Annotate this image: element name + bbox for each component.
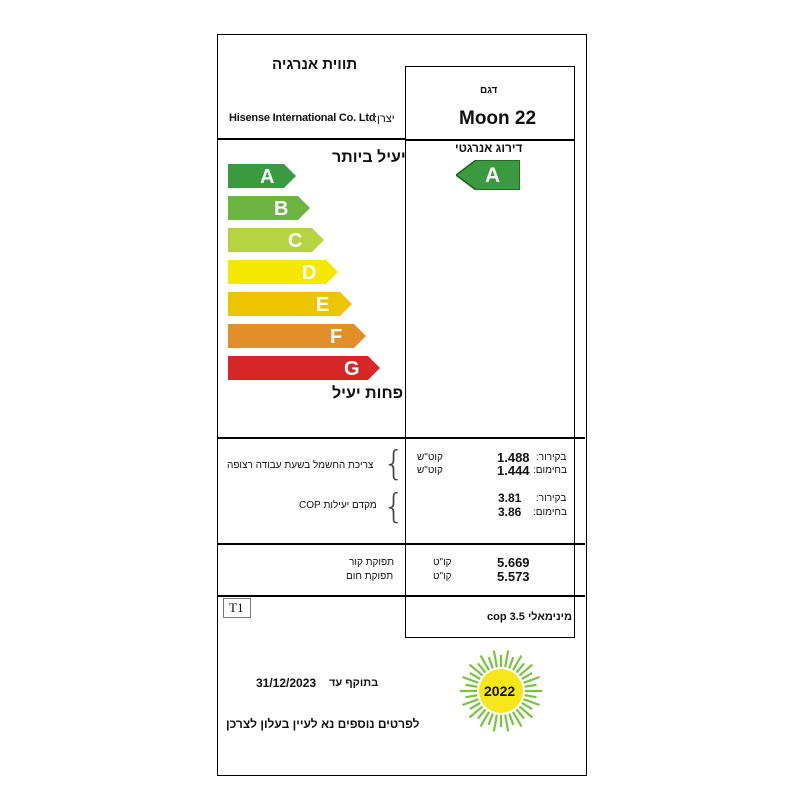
model-name: Moon 22 — [459, 108, 537, 129]
capacity-unit-cooling: קו"ט — [433, 557, 452, 568]
footer-note: לפרטים נוספים נא לעיין בעלון לצרכן — [226, 717, 420, 731]
consumption-unit-heating: קוט"ש — [417, 465, 443, 476]
label-title: תווית אנרגיה — [272, 56, 358, 73]
cop-label: מקדם יעילות COP — [299, 500, 377, 511]
minimum-cop: מינימאלי cop 3.5 — [487, 611, 572, 623]
cop-heating-value: 3.86 — [498, 505, 522, 519]
consumption-heating-value: 1.444 — [497, 463, 530, 478]
cop-brace: { — [383, 487, 405, 527]
consumption-heating-label: בחימום: — [533, 465, 567, 476]
capacity-cooling-label: תפוקת קור — [349, 557, 395, 568]
scale-arrow-e — [228, 292, 352, 316]
scale-arrow-shape — [228, 196, 310, 220]
divider-manufacturer — [218, 138, 406, 140]
manufacturer-label: יצרן: — [374, 113, 395, 125]
scale-arrow-d — [228, 260, 338, 284]
scale-arrow-letter: F — [330, 326, 343, 348]
consumption-brace: { — [383, 444, 405, 484]
consumption-cooling-value: 1.488 — [497, 450, 530, 465]
scale-arrow-c — [228, 228, 324, 252]
scale-arrow-shape — [228, 292, 352, 316]
scale-arrow-letter: E — [316, 294, 330, 316]
scale-arrow-shape — [228, 228, 324, 252]
year-badge-text: 2022 — [484, 683, 516, 699]
cop-heating-label: בחימום: — [533, 507, 567, 518]
t1-class-label: T1 — [229, 600, 244, 615]
rating-arrow-indicator — [456, 160, 520, 190]
year-sun-badge — [458, 648, 544, 734]
scale-arrow-a — [228, 164, 296, 188]
scale-arrow-letter: D — [302, 262, 317, 284]
energy-rating-label: דירוג אנרגטי — [455, 141, 523, 155]
manufacturer-name: Hisense International Co. Ltd — [229, 112, 376, 124]
valid-until-label: בתוקף עד — [329, 677, 379, 689]
cop-cooling-label: בקירור: — [536, 493, 567, 504]
capacity-heating-value: 5.573 — [497, 569, 530, 584]
scale-arrow-letter: C — [288, 230, 303, 252]
scale-arrow-f — [228, 324, 366, 348]
scale-arrow-letter: B — [274, 198, 289, 220]
model-label: דגם — [480, 85, 498, 96]
divider-capacity — [218, 543, 585, 545]
scale-arrow-g — [228, 356, 380, 380]
rating-arrow-letter: A — [485, 164, 501, 187]
scale-arrow-shape — [228, 324, 366, 348]
divider-consumption — [218, 437, 585, 439]
most-efficient-caption: יעיל ביותר — [332, 149, 406, 166]
divider-t1 — [218, 595, 585, 597]
scale-arrow-letter: G — [344, 358, 360, 380]
capacity-heating-label: תפוקת חום — [346, 571, 394, 582]
scale-arrow-b — [228, 196, 310, 220]
consumption-label: צריכת החשמל בשעת עבודה רצופה — [227, 460, 374, 471]
scale-arrow-letter: A — [260, 166, 275, 188]
least-efficient-caption: פחות יעיל — [332, 385, 404, 402]
valid-until-date: 31/12/2023 — [256, 676, 317, 690]
scale-arrow-shape — [228, 260, 338, 284]
consumption-unit-cooling: קוט"ש — [417, 452, 443, 463]
consumption-cooling-label: בקירור: — [536, 452, 567, 463]
capacity-unit-heating: קו"ט — [433, 571, 452, 582]
capacity-cooling-value: 5.669 — [497, 555, 530, 570]
cop-cooling-value: 3.81 — [498, 491, 522, 505]
